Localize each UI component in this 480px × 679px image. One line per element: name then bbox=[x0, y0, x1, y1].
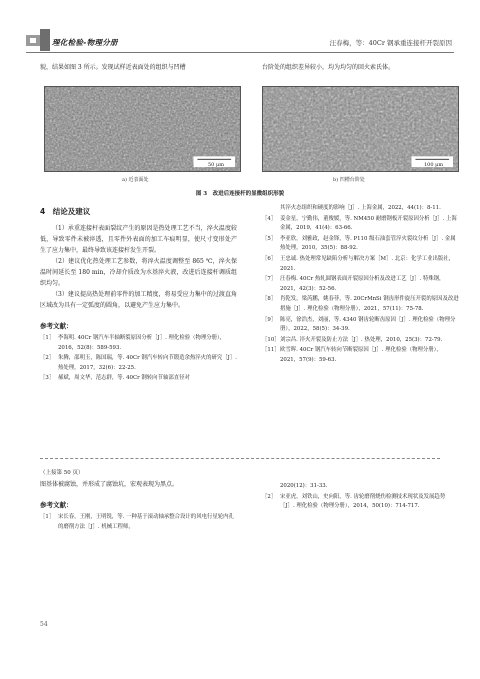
references-heading: 参考文献： bbox=[40, 322, 73, 330]
reference-item: ［6］ 王忠诚. 热处理常见缺陷分析与解决方案［M］. 北京：化学工业出版社，2021. bbox=[262, 255, 455, 272]
reference-item: ［3］ 郝斌，周文华，范志群，等. 40Cr 钢转向节轴部直径对 bbox=[40, 375, 190, 382]
micrograph-a bbox=[44, 86, 241, 172]
micrograph-b bbox=[262, 86, 459, 172]
conclusion-section bbox=[40, 206, 237, 385]
page-number: 54 bbox=[40, 621, 48, 628]
reference-item: 其淬火态组织和硬度的影响［J］. 上海金属，2022，44(1)：8-11. bbox=[280, 205, 441, 211]
paragraph: （3）建议提高热处理前零件的加工精度，将易受应力集中的过渡直角区域改为具有一定弧度的圆角，以避免产生应力集中。 bbox=[40, 291, 237, 309]
reference-item: ［4］ 姜金星，宁勤伟，董俊媛，等. NM450 耐磨钢板开裂原因分析［J］. 上海金属，2019，41(4)：63-66. bbox=[262, 215, 457, 232]
references-right bbox=[262, 204, 459, 367]
scale-bar-a: 50 μm bbox=[208, 162, 224, 168]
intro-right: 台阶处的组织差异较小，均为均匀的回火索氏体。 bbox=[262, 64, 395, 71]
continued-left bbox=[40, 468, 237, 533]
reference-item: ［2］ 朱腾，邵明玉，陈国瑞，等. 40Cr 钢汽车转向节锻造余热淬火的研究［J］. 热处理，2017，32(6)：22-25. bbox=[40, 355, 237, 371]
figure-caption: 图 3 改进后连接杆的显微组织形貌 bbox=[195, 191, 285, 197]
paragraph: （1）承重连接杆表面裂纹产生的原因是热处理工艺不当，淬火温度较低，导致零件未被淬透，且零件外表面的加工车痕明显，使尺寸变形处产生了应力集中，最终导致该连接杆发生开裂。 bbox=[40, 225, 237, 254]
intro-left: 貌，结果如图 3 所示。发现试样近表面处的组织与凹槽 bbox=[40, 64, 186, 71]
reference-item: ［9］ 陈亮，徐浩杰，刘丽，等. 4340 钢齿轮断齿原因［J］. 理化检验（物理分册），2022，58(5)：34-39. bbox=[262, 316, 456, 333]
reference-item: ［1］ 宋长春，王刚，王明锐，等. 一种基于滚动轴承整合设计的风电行星轮内孔的磨削方法［J］. 机械工程师， bbox=[40, 514, 234, 530]
reference-item: ［8］ 肖乾发，梁芮鹏，姚春菲，等. 20CrMnSi 钢齿形件旋压开裂的原因及改进措施［J］. 理化检验（物理分册），2021，57(11)：75-78. bbox=[262, 296, 459, 312]
subcaption-b: b) 凹槽台阶处 bbox=[333, 177, 365, 183]
reference-item: ［2］ 宋亚虎，刘铁山，史向阳，等. 齿轮磨削烧伤检测技术现状及发展趋势［J］. 理化检验（物理分册），2014，50(10)：714-717. bbox=[262, 493, 446, 510]
reference-item: ［7］ 汪春梅. 40Cr 热轧圆钢表面开裂原因分析及改进工艺［J］. 特殊钢，2021，42(3)：52-56. bbox=[262, 276, 445, 292]
continued-text: 图基体被腐蚀，并形成了腐蚀坑，宏观表现为黑点。 bbox=[40, 481, 179, 488]
section-heading: 4 结论及建议 bbox=[40, 207, 91, 216]
header-rule bbox=[26, 52, 454, 53]
reference-item: ［10］ 刘宗昌. 淬火开裂及防止方法［J］. 热处理，2010，25(3)：72-79. bbox=[262, 336, 443, 343]
references-heading: 参考文献： bbox=[40, 501, 73, 509]
subcaption-a: a) 近表面处 bbox=[122, 177, 149, 183]
paragraph: （2）建议优化热处理工艺参数，将淬火温度调整至 865 ℃，淬火保温时间延长至 180 min，冷却介质改为水基淬火液，改进后连接杆调质组织均匀。 bbox=[40, 258, 237, 287]
reference-item: ［11］ 欧雪晖. 40Cr 钢汽车转向节断裂原因［J］. 理化检验（物理分册），2021，57(9)：59-63. bbox=[262, 347, 442, 363]
continued-right bbox=[262, 482, 459, 513]
scale-bar-b: 100 μm bbox=[424, 162, 444, 168]
reference-item: ［1］ 李海明. 40Cr 钢汽车半轴断裂原因分析［J］. 理化检验（物理分册），2016，52(8)：589-593. bbox=[40, 335, 226, 351]
continued-label: （上接第 50 页） bbox=[40, 470, 84, 476]
reference-item: ［5］ 李亚欣，刘雅政，赵金锋，等. P110 级石油套管淬火裂纹分析［J］. 金属热处理，2010，35(5)：88-92. bbox=[262, 235, 456, 252]
journal-name: 理化检验-物理分册 bbox=[52, 38, 118, 47]
reference-item: 2020(12)：31-33. bbox=[280, 483, 328, 489]
divider-dashed bbox=[40, 458, 440, 459]
running-head: 汪春梅，等：40Cr 钢承重连接杆开裂原因 bbox=[329, 39, 452, 47]
